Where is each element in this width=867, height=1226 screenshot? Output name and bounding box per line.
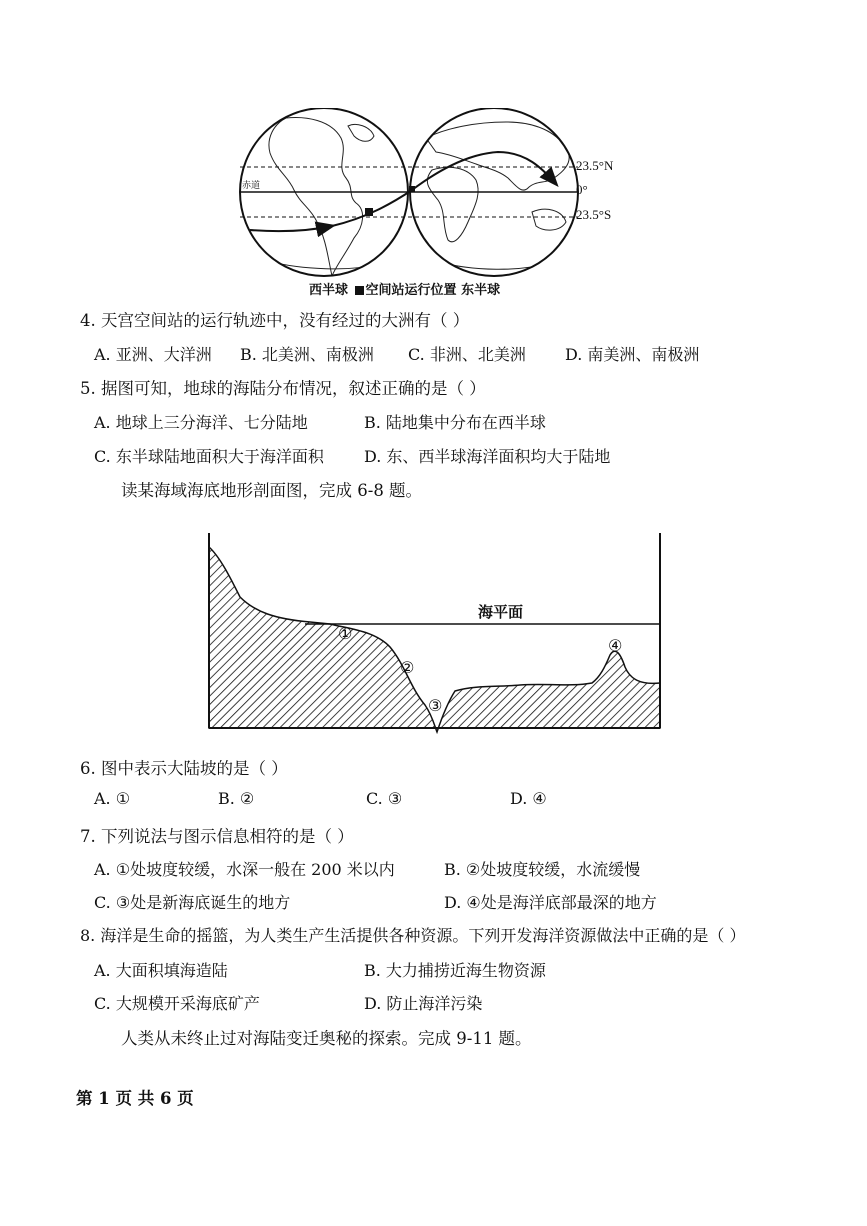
q5-option-b: B. 陆地集中分布在西半球: [364, 413, 546, 432]
q4-option-b: B. 北美洲、南极洲: [240, 345, 374, 364]
equator-label: 赤道: [242, 181, 261, 191]
marker-4: ④: [608, 636, 623, 655]
eastern-hemisphere: [426, 122, 569, 269]
q7-option-b: B. ②处坡度较缓，水流缓慢: [444, 860, 641, 879]
seabed-profile-figure: [200, 527, 670, 749]
q7-option-a: A. ①处坡度较缓，水深一般在 200 米以内: [94, 860, 395, 879]
q8-option-b: B. 大力捕捞近海生物资源: [364, 961, 546, 980]
q8-option-c: C. 大规模开采海底矿产: [94, 994, 260, 1013]
station-square-icon: [355, 286, 364, 295]
hemisphere-map: [236, 108, 636, 304]
question-7-stem: 7. 下列说法与图示信息相符的是（ ）: [80, 827, 354, 846]
question-6-stem: 6. 图中表示大陆坡的是（ ）: [80, 759, 288, 778]
lat-label-south: 23.5°S: [576, 207, 612, 222]
q7-option-c: C. ③处是新海底诞生的地方: [94, 893, 291, 912]
q5-option-a: A. 地球上三分海洋、七分陆地: [94, 413, 308, 432]
question-8-stem: 8. 海洋是生命的摇篮，为人类生产生活提供各种资源。下列开发海洋资源做法中正确的是（ ）: [80, 926, 746, 945]
intro-9-11: 人类从未终止过对海陆变迁奥秘的探索。完成 9-11 题。: [121, 1029, 532, 1048]
q8-option-a: A. 大面积填海造陆: [94, 961, 228, 980]
lat-label-north: 23.5°N: [576, 158, 614, 173]
question-4-stem: 4. 天宫空间站的运行轨迹中，没有经过的大洲有（ ）: [80, 311, 470, 330]
caption-west: 西半球: [309, 283, 349, 298]
q4-option-d: D. 南美洲、南极洲: [565, 345, 700, 364]
caption-east: 东半球: [461, 283, 501, 298]
sea-level-label: 海平面: [478, 603, 524, 621]
caption-legend: 空间站运行位置: [365, 283, 457, 298]
western-hemisphere: [256, 118, 396, 276]
figure1-caption: [309, 279, 500, 298]
q5-option-d: D. 东、西半球海洋面积均大于陆地: [364, 447, 611, 466]
q6-option-c: C. ③: [366, 789, 403, 808]
hemisphere-figure: [236, 108, 636, 304]
q8-option-d: D. 防止海洋污染: [364, 994, 483, 1013]
marker-1: ①: [338, 624, 353, 643]
q6-option-d: D. ④: [510, 789, 547, 808]
q6-option-a: A. ①: [94, 789, 131, 808]
seabed-profile: [200, 527, 670, 749]
intro-6-8: 读某海域海底地形剖面图，完成 6-8 题。: [121, 481, 423, 500]
q4-option-a: A. 亚洲、大洋洲: [94, 345, 212, 364]
page-footer: 第 1 页 共 6 页: [76, 1089, 194, 1108]
lat-label-equator: 0°: [576, 182, 588, 197]
marker-2: ②: [400, 658, 415, 677]
q6-option-b: B. ②: [218, 789, 255, 808]
question-5-stem: 5. 据图可知，地球的海陆分布情况，叙述正确的是（ ）: [80, 379, 486, 398]
q5-option-c: C. 东半球陆地面积大于海洋面积: [94, 447, 324, 466]
q7-option-d: D. ④处是海洋底部最深的地方: [444, 893, 657, 912]
q4-option-c: C. 非洲、北美洲: [408, 345, 526, 364]
marker-3: ③: [428, 696, 443, 715]
